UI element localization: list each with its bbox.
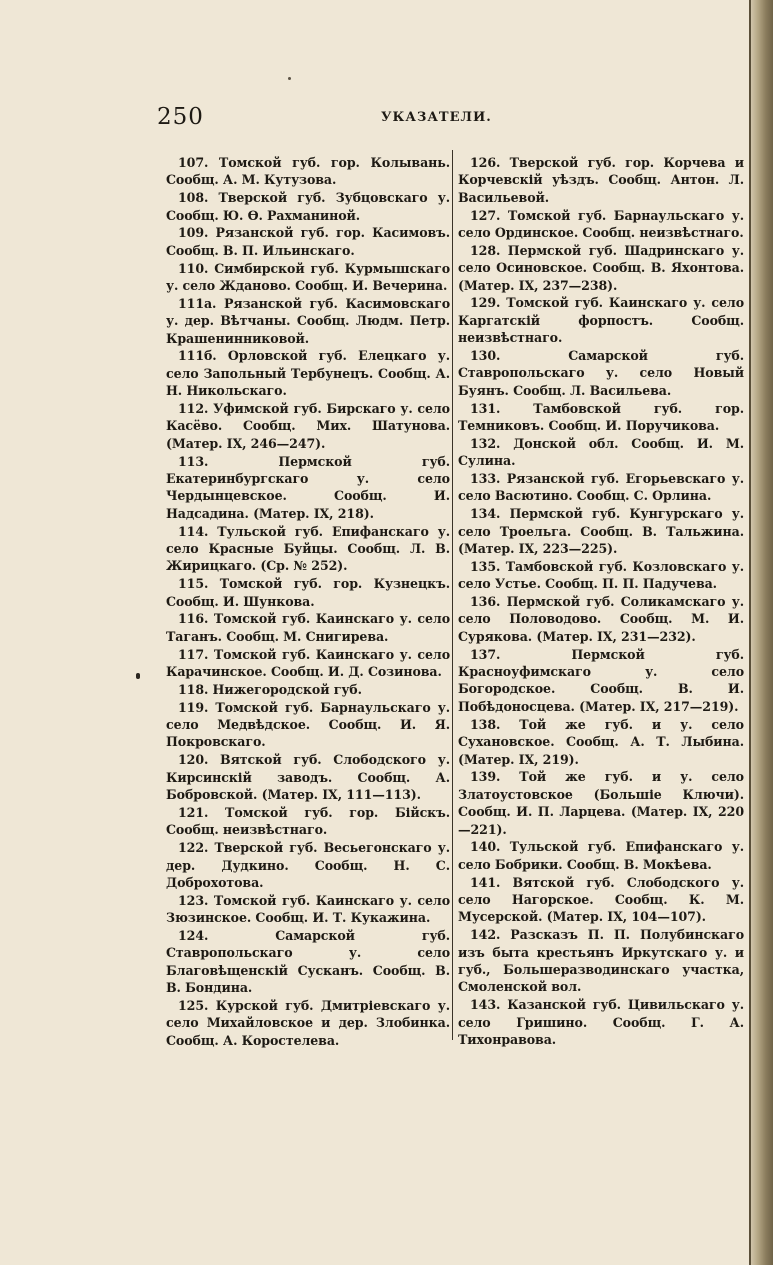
index-entry: 113. Пермской губ. Екатеринбургскаго у. село Чердынцевское. Сообщ. И. Надсадина. (Матер. IX, 218). (166, 453, 450, 521)
index-entry: 139. Той же губ. и у. село Златоустовское (Большіе Ключи). Сообщ. И. П. Ларцева. (Матер. IX, 220—221). (458, 769, 744, 837)
index-entry: 111б. Орловской губ. Елецкаго у. село Запольный Тербунецъ. Сообщ. А. Н. Никольскаго. (166, 348, 450, 399)
index-entry: 115. Томской губ. гор. Кузнецкъ. Сообщ. И. Шункова. (166, 576, 450, 609)
index-entry: 140. Тульской губ. Епифанскаго у. село Бобрики. Сообщ. В. Мокѣева. (458, 839, 744, 872)
book-spine-line (749, 0, 751, 1265)
index-entry: 138. Той же губ. и у. село Сухановское. Сообщ. А. Т. Лыбина. (Матер. IX, 219). (458, 716, 744, 767)
index-entry: 120. Вятской губ. Слободского у. Кирсинскій заводъ. Сообщ. А. Бобровской. (Матер. IX, 111—113). (166, 752, 450, 803)
column-divider (452, 150, 453, 1040)
right-column (458, 154, 744, 1049)
index-entry: 131. Тамбовской губ. гор. Темниковъ. Сообщ. И. Поручикова. (458, 400, 744, 434)
index-entry: 114. Тульской губ. Епифанскаго у. село Красные Буйцы. Сообщ. Л. В. Жирицкаго. (Ср. № 252). (166, 523, 450, 574)
page-header (0, 100, 773, 140)
page-number: 250 (157, 104, 204, 130)
margin-mark (136, 673, 140, 679)
index-entry: 133. Рязанской губ. Егорьевскаго у. село Васютино. Сообщ. С. Орлина. (458, 471, 744, 504)
index-entry: 121. Томской губ. гор. Бійскъ. Сообщ. неизвѣстнаго. (166, 804, 450, 838)
index-entry: 124. Самарской губ. Ставропольскаго у. село Благовѣщенскій Сусканъ. Сообщ. В. В. Бондина. (166, 927, 450, 996)
book-page-edge (749, 0, 773, 1265)
index-entry: 116. Томской губ. Каинскаго у. село Таганъ. Сообщ. М. Снигирева. (166, 611, 450, 644)
paper-speck (288, 77, 291, 80)
index-entry: 111а. Рязанской губ. Касимовскаго у. дер. Вѣтчаны. Сообщ. Людм. Петр. Крашенинниковой. (166, 295, 450, 346)
index-entry: 117. Томской губ. Каинскаго у. село Карачинское. Сообщ. И. Д. Созинова. (166, 646, 450, 680)
index-entry: 130. Самарской губ. Ставропольскаго у. село Новый Буянъ. Сообщ. Л. Васильева. (458, 348, 744, 398)
index-entry: 136. Пермской губ. Соликамскаго у. село Половодово. Сообщ. М. И. Сурякова. (Матер. IX, 231—232). (458, 594, 744, 644)
index-entry: 127. Томской губ. Барнаульскаго у. село Ординское. Сообщ. неизвѣстнаго. (458, 207, 744, 241)
index-entry: 107. Томской губ. гор. Колывань. Сообщ. А. М. Кутузова. (166, 155, 450, 188)
index-entry: 137. Пермской губ. Красноуфимскаго у. село Богородское. Сообщ. В. И. Побѣдоносцева. (Матер. IX, 217—219). (458, 646, 744, 714)
running-head: УКАЗАТЕЛИ. (381, 110, 492, 125)
index-entry: 112. Уфимской губ. Бирскаго у. село Касёво. Сообщ. Мих. Шатунова. (Матер. IX, 246—247). (166, 401, 450, 451)
index-entry: 134. Пермской губ. Кунгурскаго у. село Троельга. Сообщ. В. Тальжина. (Матер. IX, 223—225). (458, 506, 744, 557)
index-entry: 132. Донской обл. Сообщ. И. М. Сулина. (458, 435, 744, 469)
index-entry: 122. Тверской губ. Весьегонскаго у. дер. Дудкино. Сообщ. Н. С. Доброхотова. (166, 840, 450, 890)
index-entry: 123. Томской губ. Каинскаго у. село Зюзинское. Сообщ. И. Т. Кукажина. (166, 892, 450, 926)
index-entry: 108. Тверской губ. Зубцовскаго у. Сообщ. Ю. Ѳ. Рахманиной. (166, 190, 450, 223)
index-entry: 141. Вятской губ. Слободского у. село Нагорское. Сообщ. К. М. Мусерской. (Матер. IX, 104—107). (458, 874, 744, 925)
index-entry: 125. Курской губ. Дмитріевскаго у. село Михайловское и дер. Злобинка. Сообщ. А. Коростелева. (166, 997, 450, 1048)
index-entry: 135. Тамбовской губ. Козловскаго у. село Устье. Сообщ. П. П. Падучева. (458, 558, 744, 592)
index-entry: 119. Томской губ. Барнаульскаго у. село Медвѣдское. Сообщ. И. Я. Покровскаго. (166, 699, 450, 750)
left-column (166, 154, 450, 1050)
index-entry: 110. Симбирской губ. Курмышскаго у. село Жданово. Сообщ. И. Вечерина. (166, 260, 450, 294)
index-entry: 142. Разсказъ П. П. Полубинскаго изъ быта крестьянъ Иркутскаго у. и губ., Большеразводинскаго участка, Смоленской вол. (458, 927, 744, 995)
index-entry: 143. Казанской губ. Цивильскаго у. село Гришино. Сообщ. Г. А. Тихонравова. (458, 997, 744, 1047)
index-entry: 109. Рязанской губ. гор. Касимовъ. Сообщ. В. П. Ильинскаго. (166, 225, 450, 258)
index-entry: 118. Нижегородской губ. (178, 681, 362, 697)
index-entry: 129. Томской губ. Каинскаго у. село Каргатскій форпостъ. Сообщ. неизвѣстнаго. (458, 295, 744, 346)
index-entry: 126. Тверской губ. гор. Корчева и Корчевскій уѣздъ. Сообщ. Антон. Л. Васильевой. (458, 155, 744, 205)
index-entry: 128. Пермской губ. Шадринскаго у. село Осиновское. Сообщ. В. Яхонтова. (Матер. IX, 237—238). (458, 242, 744, 293)
